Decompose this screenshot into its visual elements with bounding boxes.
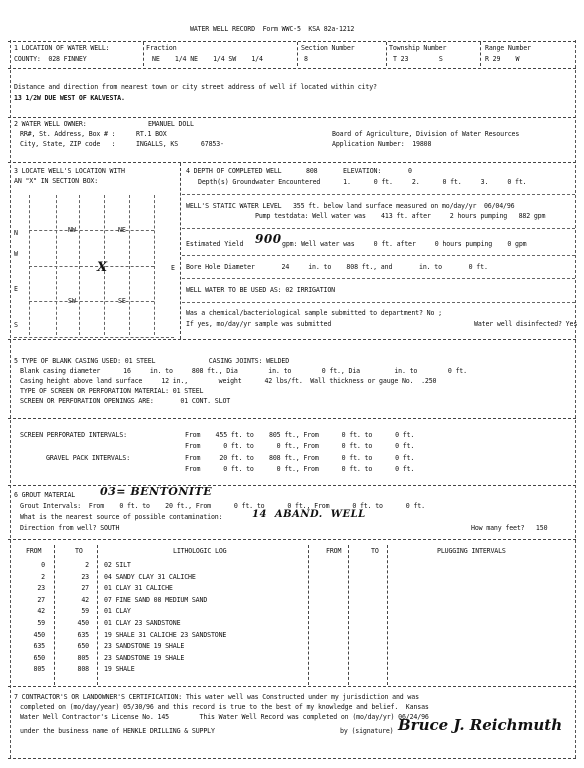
application-number: Application Number: 19808 bbox=[332, 140, 432, 148]
grout-intervals-line: Grout Intervals: From 0 ft. to 20 ft., From 0 ft. to 0 ft., From 0 ft. to 0 ft. bbox=[20, 502, 425, 510]
how-many-feet: How many feet? 150 bbox=[471, 524, 548, 532]
log-header-from-2: FROM bbox=[326, 547, 342, 555]
log-from-cell: 650 bbox=[33, 653, 45, 662]
distance-answer: 13 1/2W DUE WEST OF KALVESTA. bbox=[14, 94, 125, 102]
location-header: 1 LOCATION OF WATER WELL: bbox=[14, 44, 110, 52]
log-from-cell: 0 bbox=[41, 561, 45, 569]
water-use-line: WELL WATER TO BE USED AS: 02 IRRIGATION bbox=[186, 286, 335, 294]
certification-line-1: 7 CONTRACTOR'S OR LANDOWNER'S CERTIFICATION: This water well was Constructed under my jurisdiction and was bbox=[14, 693, 419, 701]
log-header-to-2: TO bbox=[371, 547, 379, 555]
log-from-cell: 2 bbox=[41, 572, 45, 581]
grout-material-handwritten: 03= BENTONITE bbox=[100, 485, 213, 498]
range-value: R 29 W bbox=[485, 55, 520, 63]
certification-line-2: completed on (mo/day/year) 05/30/96 and this record is true to the best of my knowledge and belief. Kansas bbox=[20, 703, 429, 711]
grout-label: 6 GROUT MATERIAL bbox=[14, 491, 76, 499]
yield-rest: gpm: Well water was 0 ft. after 0 hours pumping 0 gpm bbox=[282, 240, 527, 248]
county-value: COUNTY: 028 FINNEY bbox=[14, 55, 87, 63]
elevation-value: 0 bbox=[408, 167, 412, 175]
distance-question: Distance and direction from nearest town or city street address of well if located within city? bbox=[14, 83, 377, 91]
contamination-question: What is the nearest source of possible contamination: bbox=[20, 513, 223, 521]
gravel-interval-row-1: From 20 ft. to 808 ft., From 0 ft. to 0 ft. bbox=[185, 454, 415, 462]
quadrant-sw: SW bbox=[68, 297, 76, 305]
pump-test-line: Pump testdata: Well water was 413 ft. after 2 hours pumping 882 gpm bbox=[255, 212, 546, 220]
log-from-cell: 635 bbox=[33, 642, 45, 651]
direction-line: Direction from well? SOUTH bbox=[20, 524, 120, 532]
chemical-sample-line: Was a chemical/bacteriological sample submitted to department? No ; bbox=[186, 309, 442, 317]
log-to-cell: 808 bbox=[77, 665, 89, 674]
address-label: RR#, St. Address, Box # : bbox=[20, 130, 116, 138]
log-to-cell: 23 bbox=[81, 572, 89, 581]
log-to-cell: 2 bbox=[85, 561, 89, 569]
screen-intervals-label: SCREEN PERFORATED INTERVALS: bbox=[20, 431, 127, 439]
static-level-line: WELL'S STATIC WATER LEVEL 355 ft. below land surface measured on mo/day/yr 06/04/96 bbox=[186, 202, 515, 210]
depth-label: 4 DEPTH OF COMPLETED WELL bbox=[186, 167, 282, 175]
fraction-label: Fraction bbox=[146, 44, 177, 52]
log-from-cell: 59 bbox=[37, 619, 45, 627]
screen-material-line: TYPE OF SCREEN OR PERFORATION MATERIAL: 01 STEEL bbox=[20, 387, 204, 395]
city-value: INGALLS, KS 67853- bbox=[136, 140, 224, 148]
compass-e-right: E bbox=[171, 264, 175, 272]
casing-type-line: 5 TYPE OF BLANK CASING USED: 01 STEEL CASING JOINTS: WELDED bbox=[14, 357, 290, 365]
screen-interval-row-1: From 455 ft. to 805 ft., From 0 ft. to 0 ft. bbox=[185, 431, 415, 439]
log-description-cell: 01 CLAY bbox=[104, 607, 131, 616]
perforation-openings-line: SCREEN OR PERFORATION OPENINGS ARE: 01 CONT. SLOT bbox=[20, 397, 231, 405]
log-description-cell: 19 SHALE bbox=[104, 665, 135, 674]
section-3-divider bbox=[180, 163, 181, 339]
log-from-cell: 27 bbox=[37, 595, 45, 604]
log-to-cell: 450 bbox=[77, 619, 89, 627]
log-to-cell: 650 bbox=[77, 642, 89, 651]
log-from-cell: 42 bbox=[37, 607, 45, 616]
casing-diameter-line: Blank casing diameter 16 in. to 808 ft., Dia in. to 0 ft., Dia in. to 0 ft. bbox=[20, 367, 467, 375]
well-marker: X bbox=[97, 260, 108, 275]
owner-header: 2 WATER WELL OWNER: bbox=[14, 120, 87, 128]
quadrant-nw: NW bbox=[68, 226, 76, 234]
log-description-cell: 04 SANDY CLAY 31 CALICHE bbox=[104, 572, 196, 581]
address-value: RT.1 BOX bbox=[136, 130, 167, 138]
log-from-cell: 450 bbox=[33, 630, 45, 639]
compass-s: S bbox=[14, 321, 18, 329]
log-description-cell: 23 SANDSTONE 19 SHALE bbox=[104, 653, 185, 662]
log-from-cell: 23 bbox=[37, 584, 45, 593]
owner-name: EMANUEL DOLL bbox=[148, 120, 194, 128]
log-description-cell: 01 CLAY 23 SANDSTONE bbox=[104, 619, 181, 627]
range-label: Range Number bbox=[485, 44, 531, 52]
locate-header: 3 LOCATE WELL'S LOCATION WITH bbox=[14, 167, 125, 175]
log-header-lithologic: LITHOLOGIC LOG bbox=[173, 547, 227, 555]
disinfected-line: Water well disinfected? Yes bbox=[474, 320, 578, 328]
divider bbox=[8, 41, 576, 42]
log-to-cell: 59 bbox=[81, 607, 89, 616]
log-to-cell: 27 bbox=[81, 584, 89, 593]
elevation-label: ELEVATION: bbox=[343, 167, 382, 175]
board-text: Board of Agriculture, Division of Water Resources bbox=[332, 130, 520, 138]
yield-handwritten: 900 bbox=[255, 232, 282, 246]
city-label: City, State, ZIP code : bbox=[20, 140, 116, 148]
certification-line-4: under the business name of HENKLE DRILLING & SUPPLY bbox=[20, 727, 215, 735]
log-description-cell: 01 CLAY 31 CALICHE bbox=[104, 584, 173, 593]
signature-label: by (signature) bbox=[340, 727, 394, 735]
bore-hole-line: Bore Hole Diameter 24 in. to 808 ft., and in. to 0 ft. bbox=[186, 263, 488, 271]
depth-value: 808 bbox=[306, 167, 318, 175]
signature: Bruce J. Reichmuth bbox=[398, 716, 563, 734]
township-value: T 23 S bbox=[393, 55, 443, 63]
log-to-cell: 42 bbox=[81, 595, 89, 604]
yield-label: Estimated Yield bbox=[186, 240, 244, 248]
log-description-cell: 19 SHALE 31 CALICHE 23 SANDSTONE bbox=[104, 630, 227, 639]
section-value: 8 bbox=[304, 55, 308, 63]
casing-height-line: Casing height above land surface 12 in., weight 42 lbs/ft. Wall thickness or gauge No. .250 bbox=[20, 377, 437, 385]
gravel-pack-label: GRAVEL PACK INTERVALS: bbox=[46, 454, 131, 462]
log-header-plugging: PLUGGING INTERVALS bbox=[437, 547, 506, 555]
section-label: Section Number bbox=[301, 44, 355, 52]
sample-date-line: If yes, mo/day/yr sample was submitted bbox=[186, 320, 332, 328]
log-description-cell: 23 SANDSTONE 19 SHALE bbox=[104, 642, 185, 651]
fraction-value: NE 1/4 NE 1/4 SW 1/4 bbox=[152, 55, 263, 63]
quadrant-se: SE bbox=[118, 297, 126, 305]
log-header-to: TO bbox=[75, 547, 83, 555]
gravel-interval-row-2: From 0 ft. to 0 ft., From 0 ft. to 0 ft. bbox=[185, 465, 415, 473]
compass-n: N bbox=[14, 229, 18, 237]
log-header-from: FROM bbox=[26, 547, 42, 555]
log-to-cell: 805 bbox=[77, 653, 89, 662]
quadrant-ne: NE bbox=[118, 226, 126, 234]
log-from-cell: 805 bbox=[33, 665, 45, 674]
screen-interval-row-2: From 0 ft. to 0 ft., From 0 ft. to 0 ft. bbox=[185, 442, 415, 450]
log-description-cell: 07 FINE SAND 08 MEDIUM SAND bbox=[104, 595, 208, 604]
form-title: WATER WELL RECORD Form WWC-5 KSA 82a-1212 bbox=[190, 25, 355, 33]
locate-header-2: AN "X" IN SECTION BOX: bbox=[14, 177, 99, 185]
compass-w: W bbox=[14, 250, 18, 258]
log-description-cell: 02 SILT bbox=[104, 561, 131, 569]
certification-line-3: Water Well Contractor's License No. 145 This Water Well Record was completed on (mo/day/yr) 06/24/96 bbox=[20, 713, 429, 721]
right-border bbox=[575, 40, 576, 758]
compass-e: E bbox=[14, 285, 18, 293]
township-label: Township Number bbox=[389, 44, 447, 52]
log-to-cell: 635 bbox=[77, 630, 89, 639]
contamination-handwritten: 14 ABAND. WELL bbox=[252, 509, 366, 520]
groundwater-line: Depth(s) Groundwater Encountered 1. 0 ft. 2. 0 ft. 3. 0 ft. bbox=[198, 178, 527, 186]
left-border bbox=[10, 40, 11, 758]
